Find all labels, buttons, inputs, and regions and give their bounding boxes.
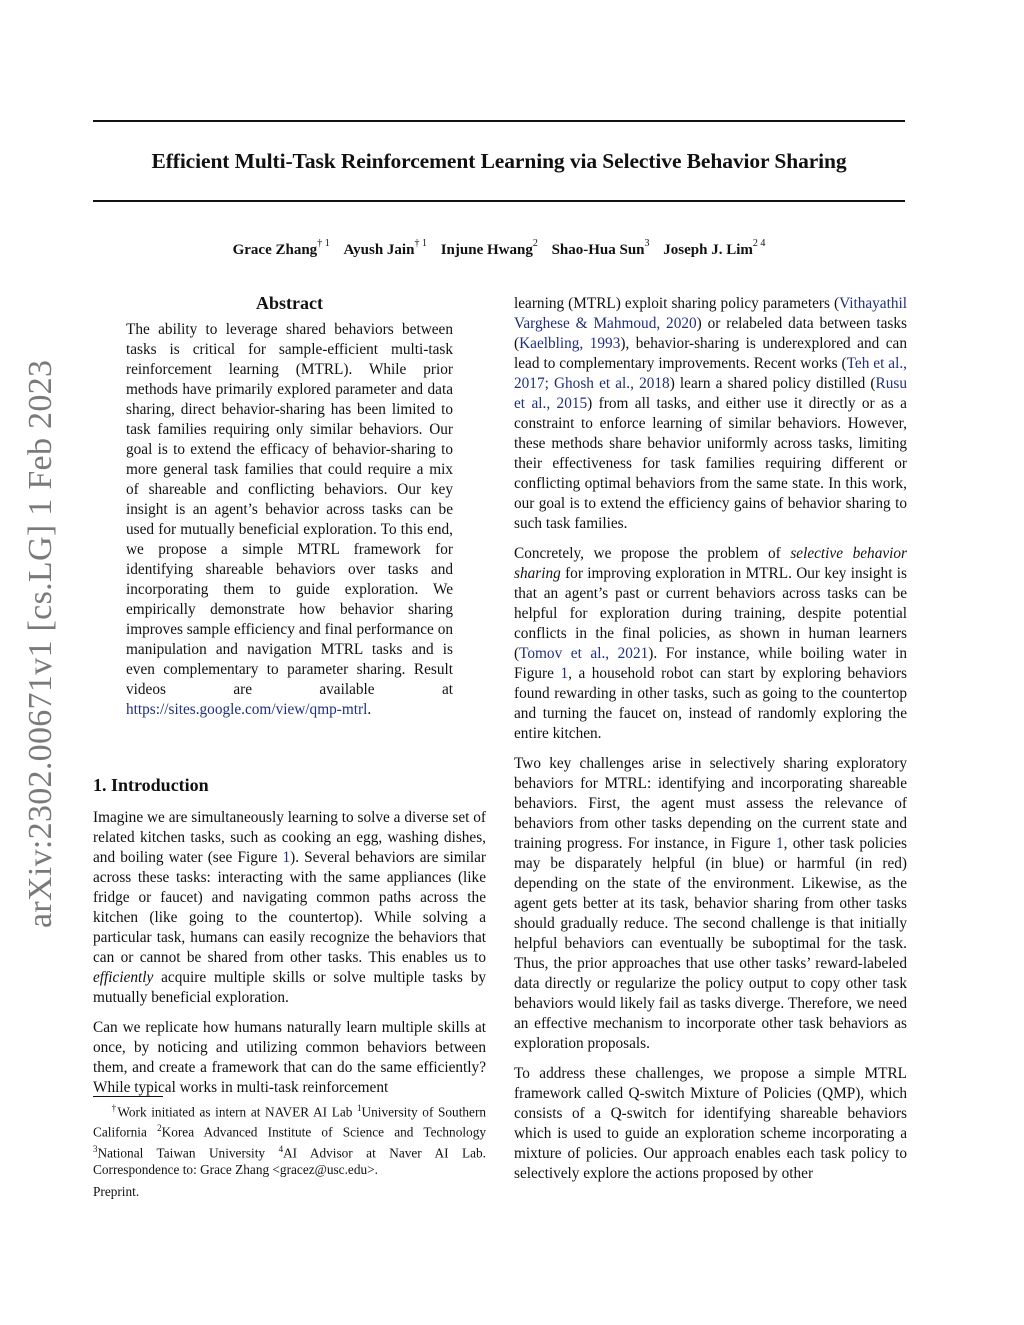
- text-span: University of Southern California: [93, 1104, 487, 1140]
- abstract-heading: Abstract: [256, 293, 323, 313]
- abstract-end: .: [367, 701, 372, 718]
- footnote-mark: †: [111, 1103, 118, 1113]
- author: [663, 238, 766, 258]
- author-list: [93, 234, 905, 262]
- right-column: [514, 294, 907, 1184]
- text-span: AI Advisor at Naver AI Lab. Correspondence to: Grace Zhang <gracez@usc.edu>.: [93, 1145, 486, 1178]
- citation-link[interactable]: Kaelbling, 1993: [519, 335, 621, 352]
- text-span: Work initiated as intern at NAVER AI Lab: [117, 1104, 358, 1120]
- text-span: ) or relabeled data between tasks (: [514, 315, 907, 352]
- emphasis: selective behavior sharing: [514, 545, 907, 582]
- author-name: Joseph J. Lim: [663, 242, 753, 258]
- footnote-mark: 3: [93, 1143, 98, 1154]
- footnote-rule: [93, 1096, 163, 1097]
- text-span: ), behavior-sharing is underexplored and can lead to complementary improvements. Recent works (: [514, 335, 907, 372]
- body-paragraph-4: To address these challenges, we propose a simple MTRL framework called Q-switch Mixture of Policies (QMP), which consists of a Q-switch for identifying shareable behaviors which is used to guide an exploration scheme incorporating a mixture of policies. Our approach enables each task policy to selectively explore the actions proposed by other: [514, 1065, 907, 1182]
- text-span: ) from all tasks, and either use it directly or as a constraint to enforce learning of similar behaviors. However, these methods share behavior uniformly across tasks, limiting their effectiveness for task families requiring different or conflicting optimal behaviors from the same state. In this work, our goal is to extend the efficiency gains of behavior sharing to such task families.: [514, 395, 907, 532]
- text-span: Korea Advanced Institute of Science and Technology: [161, 1124, 486, 1140]
- title-rule-bottom: [93, 200, 905, 202]
- text-span: Concretely, we propose the problem of: [514, 545, 791, 562]
- title-rule-top: [93, 120, 905, 122]
- body-paragraph-2: [514, 544, 907, 744]
- text-span: ). For instance, while boiling water in Figure: [514, 645, 907, 682]
- author-name: Injune Hwang: [440, 242, 533, 258]
- text-span: , other task policies may be disparately helpful (in blue) or harmful (in red) depending on the state of the environment. Likewise, as the agent gets better at its task, behavior sharing from other tasks should gradually reduce. The second challenge is that initially helpful behaviors can eventually be suboptimal for the task. Thus, the prior approaches that use other tasks’ reward-labeled data directly or regularize the policy output to copy other task behaviors would likely fail as tasks diverge. Therefore, we need an effective mechanism to incorporate other task behaviors as exploration proposals.: [514, 835, 907, 1052]
- paper-title: Efficient Multi-Task Reinforcement Learning via Selective Behavior Sharing: [151, 149, 847, 173]
- footnote: [93, 1100, 486, 1178]
- body-paragraph-3: [514, 754, 907, 1054]
- author: [551, 238, 650, 258]
- author-name: Grace Zhang: [232, 242, 318, 258]
- abstract-body: [126, 320, 453, 720]
- citation-link[interactable]: Rusu et al., 2015: [514, 375, 907, 412]
- arxiv-identifier-stamp: arXiv:2302.00671v1 [cs.LG] 1 Feb 2023: [22, 359, 59, 928]
- author-affiliation-mark: † 1: [317, 238, 330, 249]
- text-span: ) learn a shared policy distilled (: [669, 375, 876, 392]
- footnote-mark: 4: [278, 1143, 284, 1154]
- author: [232, 238, 330, 258]
- text-span: Two key challenges arise in selectively sharing exploratory behaviors for MTRL: identifying and incorporating shareable behaviors. First, the agent must assess the relevance of behaviors from other tasks depending on the current state and training progress. For instance, in Figure: [514, 755, 907, 852]
- author-affiliation-mark: † 1: [414, 238, 427, 249]
- citation-link[interactable]: Vithayathil Varghese & Mahmoud, 2020: [514, 295, 907, 332]
- author: [440, 238, 538, 258]
- text-span: Imagine we are simultaneously learning to solve a diverse set of related kitchen tasks, such as cooking an egg, washing dishes, and boiling water (see Figure: [93, 809, 486, 866]
- author-name: Ayush Jain: [343, 242, 415, 258]
- citation-link[interactable]: Tomov et al., 2021: [519, 645, 649, 662]
- figure-1-ref[interactable]: 1: [776, 835, 784, 852]
- text-span: acquire multiple skills or solve multiple tasks by mutually beneficial exploration.: [93, 969, 486, 1006]
- author-name: Shao-Hua Sun: [551, 242, 645, 258]
- author: [343, 238, 427, 258]
- figure-1-ref[interactable]: 1: [282, 849, 291, 866]
- text-span: National Taiwan University: [97, 1145, 279, 1161]
- figure-1-ref[interactable]: 1: [560, 665, 569, 682]
- text-span: learning (MTRL) exploit sharing policy parameters (: [514, 295, 840, 312]
- left-column: [93, 290, 486, 1098]
- project-url-link[interactable]: https://sites.google.com/view/qmp-mtrl: [126, 701, 368, 718]
- author-affiliation-mark: 2 4: [752, 238, 766, 249]
- preprint-label: Preprint.: [93, 1184, 140, 1199]
- citation-link[interactable]: Teh et al., 2017; Ghosh et al., 2018: [514, 355, 907, 392]
- body-paragraph-1: [514, 294, 907, 534]
- abstract-text: The ability to leverage shared behaviors between tasks is critical for sample-efficient multi-task reinforcement learning (MTRL). While prior methods have primarily explored parameter and data sharing, direct behavior-sharing has been limited to task families requiring only similar behaviors. Our goal is to extend the efficacy of behavior-sharing to more general task families that could require a mix of shareable and conflicting behaviors. Our key insight is an agent’s behavior across tasks can be used for mutually beneficial exploration. To this end, we propose a simple MTRL framework for identifying shareable behaviors over tasks and incorporating them to guide exploration. We empirically demonstrate how behavior sharing improves sample efficiency and final performance on manipulation and navigation MTRL tasks and is even complementary to parameter sharing. Result videos are available at: [126, 321, 453, 698]
- text-span: , a household robot can start by exploring behaviors found rewarding in other tasks, such as going to the countertop and turning the faucet on, instead of randomly exploring the entire kitchen.: [514, 665, 908, 742]
- footnote-mark: 2: [157, 1123, 162, 1134]
- text-span: ). Several behaviors are similar across these tasks: interacting with the same appliances (like fridge or faucet) and navigating common paths across the kitchen (like going to the countertop). While solving a particular task, humans can easily recognize the behaviors that can or cannot be shared from other tasks. This enables us to: [93, 849, 486, 966]
- section-heading-introduction: 1. Introduction: [93, 775, 209, 795]
- author-affiliation-mark: 2: [532, 238, 538, 249]
- author-affiliation-mark: 3: [644, 238, 650, 249]
- intro-paragraph-1: [93, 808, 486, 1008]
- intro-paragraph-2: Can we replicate how humans naturally learn multiple skills at once, by noticing and utilizing common behaviors between them, and create a framework that can do the same efficiently? While typical works in multi-task reinforcement: [93, 1019, 486, 1096]
- footnote-mark: 1: [357, 1103, 362, 1113]
- text-span: for improving exploration in MTRL. Our key insight is that an agent’s past or current behaviors across tasks can be helpful for exploration during training, despite potential conflicts in the final policies, as shown in human learners (: [514, 565, 907, 662]
- emphasis: efficiently: [93, 969, 154, 986]
